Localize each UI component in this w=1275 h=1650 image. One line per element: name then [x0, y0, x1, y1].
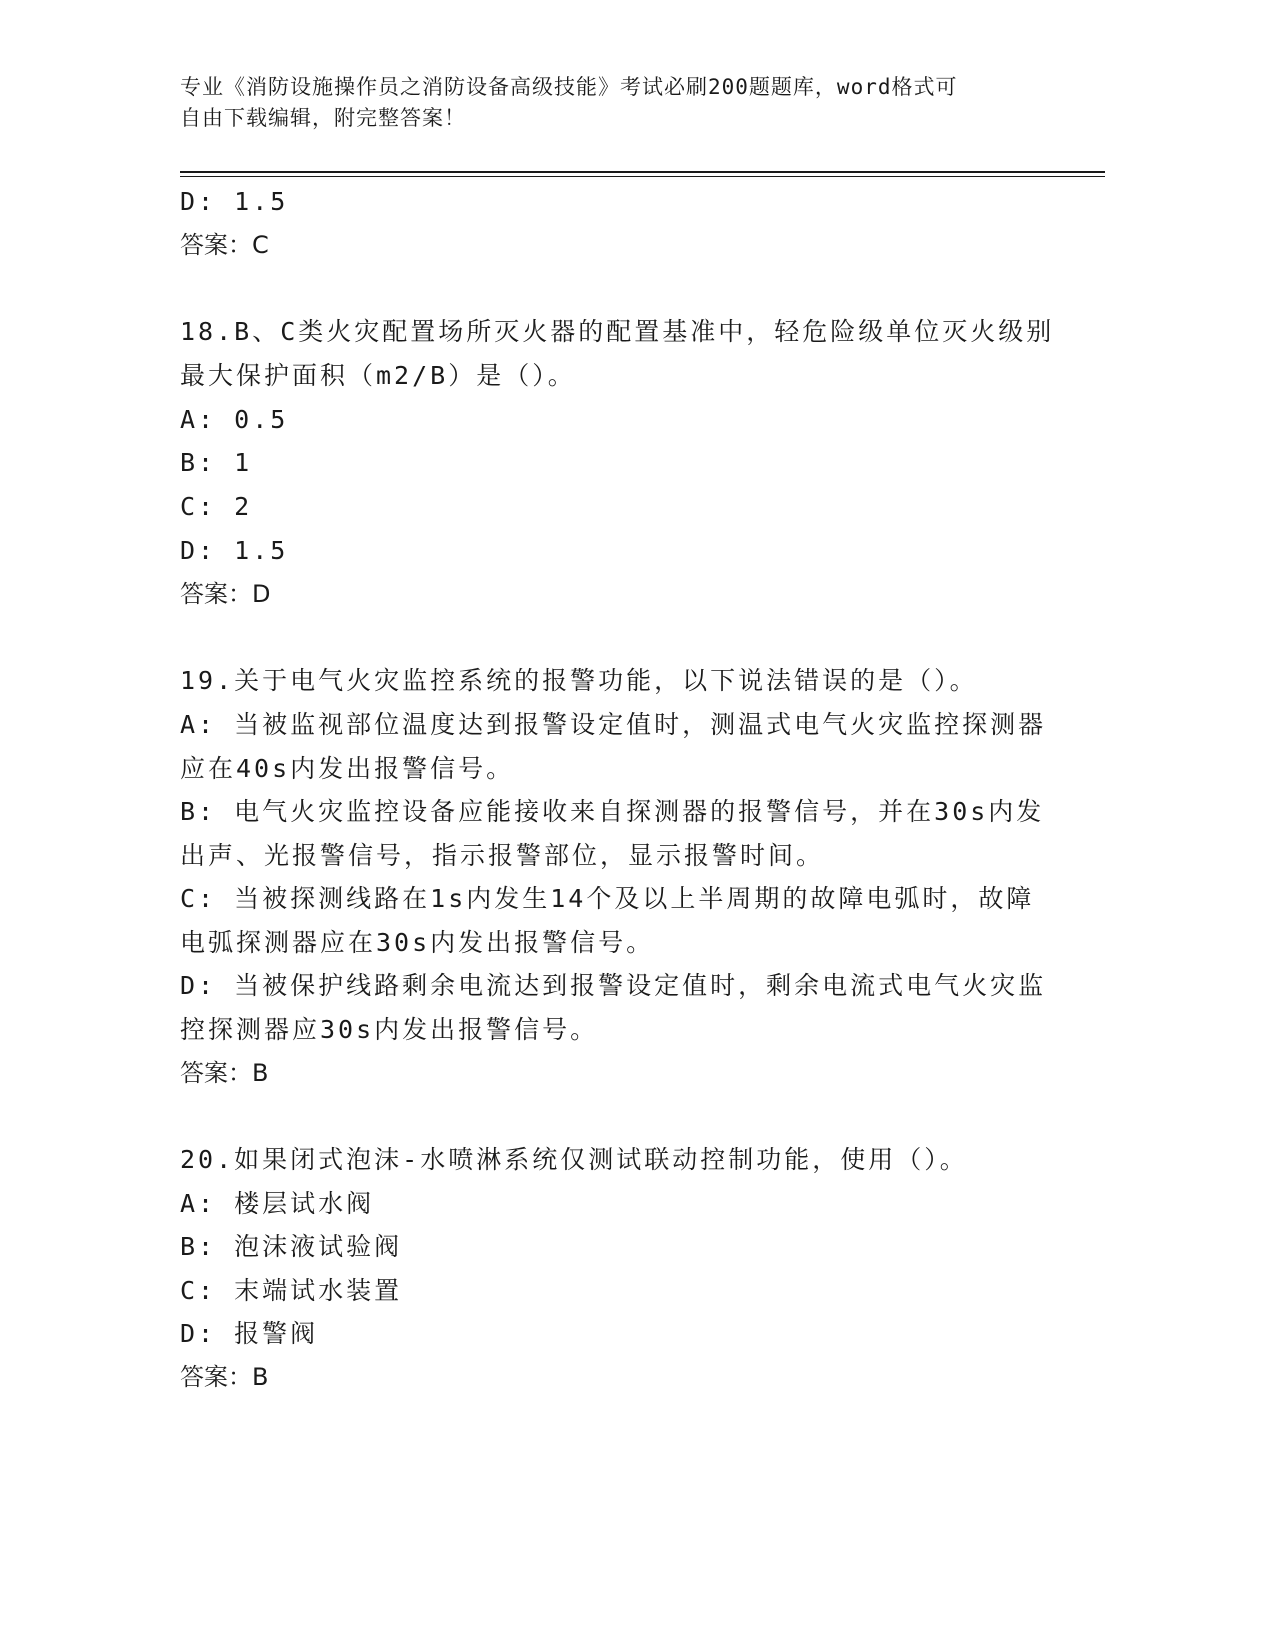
q20-stem: 20.如果闭式泡沫-水喷淋系统仅测试联动控制功能，使用（）。 — [180, 1145, 968, 1174]
header-line-1: 专业《消防设施操作员之消防设备高级技能》考试必刷200题题库，word格式可 — [180, 75, 958, 99]
q19-option-a-line-2: 应在40s内发出报警信号。 — [180, 754, 515, 783]
q20-option-c: C: 末端试水装置 — [180, 1276, 403, 1305]
q20-option-a: A: 楼层试水阀 — [180, 1189, 375, 1218]
header-line-2: 自由下载编辑，附完整答案！ — [180, 106, 466, 130]
q20-answer: 答案：B — [180, 1363, 269, 1391]
q19-option-c-line-2: 电弧探测器应在30s内发出报警信号。 — [180, 928, 655, 957]
prev-option-d: D: 1.5 — [180, 187, 289, 216]
q19-option-c-line-1: C: 当被探测线路在1s内发生14个及以上半周期的故障电弧时，故障 — [180, 884, 1035, 913]
q19-answer: 答案：B — [180, 1059, 269, 1087]
q20-option-d: D: 报警阀 — [180, 1319, 319, 1348]
q19-option-b-line-2: 出声、光报警信号，指示报警部位，显示报警时间。 — [180, 841, 825, 870]
q18-option-b: B: 1 — [180, 448, 253, 477]
q18-option-d: D: 1.5 — [180, 536, 289, 565]
q20-option-b: B: 泡沫液试验阀 — [180, 1232, 403, 1261]
q19-stem: 19.关于电气火灾监控系统的报警功能，以下说法错误的是（）。 — [180, 666, 978, 695]
q18-option-a: A: 0.5 — [180, 405, 289, 434]
q19-option-b-line-1: B: 电气火灾监控设备应能接收来自探测器的报警信号，并在30s内发 — [180, 797, 1045, 826]
header-rule-thick — [180, 171, 1105, 173]
page-header — [180, 72, 1050, 134]
q18-answer: 答案：D — [180, 580, 271, 608]
prev-answer: 答案：C — [180, 231, 269, 259]
q18-stem-line-1: 18.B、C类火灾配置场所灭火器的配置基准中，轻危险级单位灭火级别 — [180, 317, 1055, 346]
q19-option-a-line-1: A: 当被监视部位温度达到报警设定值时，测温式电气火灾监控探测器 — [180, 710, 1047, 739]
q18-option-c: C: 2 — [180, 492, 253, 521]
q19-option-d-line-2: 控探测器应30s内发出报警信号。 — [180, 1015, 599, 1044]
header-rule-thin — [180, 176, 1105, 177]
q18-stem-line-2: 最大保护面积（m2/B）是（）。 — [180, 361, 576, 390]
q19-option-d-line-1: D: 当被保护线路剩余电流达到报警设定值时，剩余电流式电气火灾监 — [180, 971, 1047, 1000]
